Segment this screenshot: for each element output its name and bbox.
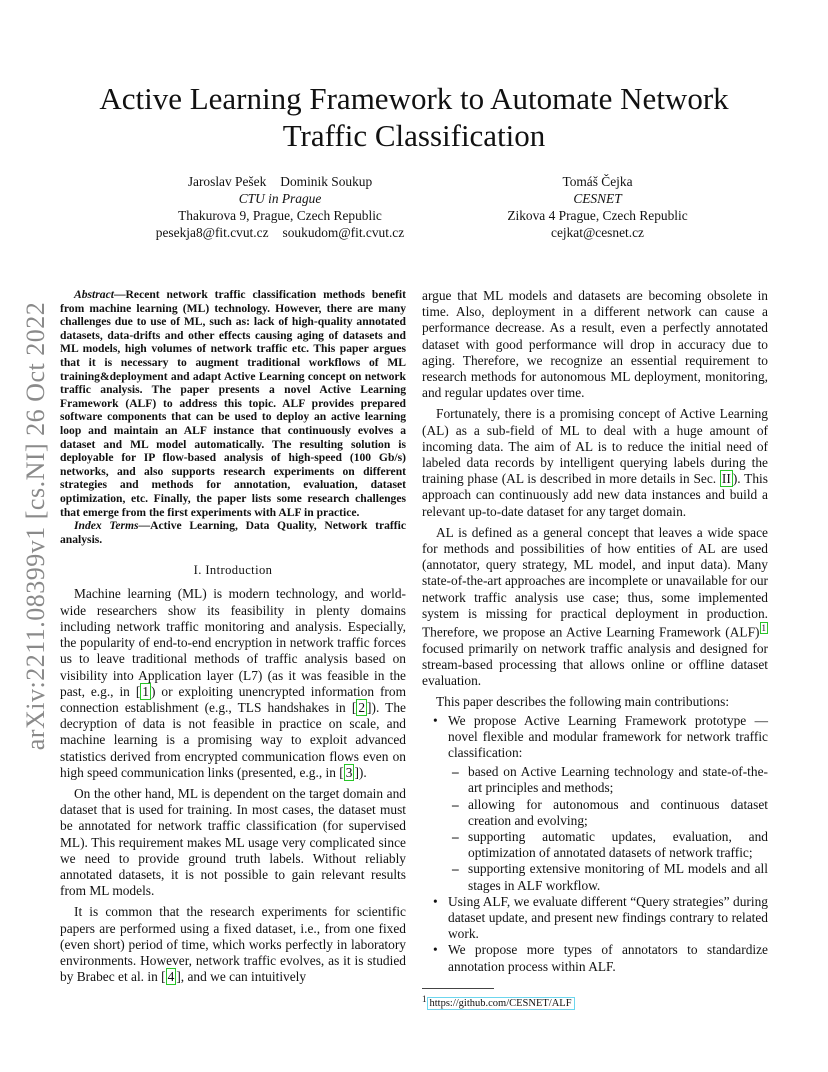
list-item: • We propose more types of annotators to standardize annotation process within ALF. bbox=[448, 942, 768, 974]
text-run: AL is defined as a general concept that leaves a wide space for methods and possibilities of how entities of AL are used (annotator, query strategy, ML model, and input data). Many state-of-the-art approaches are incomplete or unavailable for our network traffic analysis use case; thus, some implemented system is missing for practical deployment in production. Therefore, we propose an Active Learning Framework (ALF) bbox=[422, 524, 768, 640]
contributions-list bbox=[422, 713, 768, 975]
footnote-url-link[interactable]: https://github.com/CESNET/ALF bbox=[427, 997, 575, 1010]
sub-list-item: – based on Active Learning technology and state-of-the-art principles and methods; bbox=[468, 764, 768, 796]
sub-list-item: – supporting automatic updates, evaluation, and optimization of annotated datasets of network traffic; bbox=[468, 829, 768, 861]
section-heading: I. Introduction bbox=[193, 563, 273, 578]
citation-link[interactable]: 4 bbox=[167, 969, 175, 985]
author-names bbox=[130, 173, 430, 190]
citation-link[interactable]: 1 bbox=[142, 683, 149, 699]
citation-link[interactable]: 2 bbox=[358, 699, 366, 715]
index-terms-label: Index Terms bbox=[74, 519, 139, 533]
author-address: Thakurova 9, Prague, Czech Republic bbox=[178, 208, 382, 223]
author-emails bbox=[130, 224, 430, 241]
arxiv-stamp: arXiv:2211.08399v1 [cs.NI] 26 Oct 2022 bbox=[21, 301, 50, 751]
author-email[interactable]: cejkat@cesnet.cz bbox=[551, 225, 644, 240]
author-email[interactable]: soukudom@fit.cvut.cz bbox=[282, 225, 405, 240]
left-column bbox=[60, 288, 406, 985]
intro-paragraph-6: This paper describes the following main contributions: bbox=[436, 694, 730, 710]
index-terms bbox=[60, 519, 406, 546]
sub-list-item: – supporting extensive monitoring of ML models and all stages in ALF workflow. bbox=[468, 861, 768, 893]
right-column bbox=[422, 288, 768, 1010]
text-run: Machine learning (ML) is modern technology, and world-wide researchers show its feasibility in plenty domains including network traffic monitoring and analysis. Especially, the popularity of end-to-end encryption in network traffic forces us to leave traditional methods of traffic analysis based on visibility into Application layer (L7) (as it was feasible in the past, e.g., in bbox=[60, 586, 406, 699]
citation-link[interactable]: 3 bbox=[345, 764, 353, 780]
sub-list bbox=[448, 764, 768, 894]
intro-paragraph-4 bbox=[422, 406, 768, 519]
author-block-cesnet bbox=[470, 173, 725, 241]
section-ref-link[interactable]: II bbox=[721, 471, 731, 487]
author-affiliation: CESNET bbox=[573, 191, 622, 206]
text-run: focused primarily on network traffic analysis and designed for stream-based processing that allows online or offline dataset evaluation. bbox=[422, 640, 768, 689]
abstract-label: Abstract bbox=[74, 288, 114, 301]
text-run: Fortunately, there is a promising concept of Active Learning (AL) as a sub-field of ML to deal with a huge amount of incoming data. The aim of AL is to reduce the initial need of labeled data records by intelligent querying labels during the training phase (AL is described in more details in Sec. bbox=[422, 406, 768, 487]
list-item: • Using ALF, we evaluate different “Query strategies” during dataset update, and present new findings contrary to related work. bbox=[448, 894, 768, 943]
text-run: ). The decryption of data is not feasible in practice on scale, and machine learning is a promising way to exploit advanced statistics derived from encrypted communication flows even on high speed communication links (presented, e.g., in bbox=[60, 699, 406, 780]
text-run: ). bbox=[358, 764, 367, 780]
text-run: It is common that the research experiments for scientific papers are performed using a fixed dataset, i.e., from one fixed (even short) period of time, which works perfectly in laboratory environments. However, network traffic evolves, as it is studied by Brabec et al. in bbox=[60, 904, 406, 985]
abstract-text: —Recent network traffic classification methods benefit from machine learning (ML) technology. However, there are many challenges due to use of ML, such as: lack of high-quality annotated datasets, data-drifts and other effects causing aging of datasets and ML models, high volumes of network traffic etc. This paper argues that it is necessary to augment traditional workflows of ML training&deployment and adapt Active Learning concept on network traffic analysis. The paper presents a novel Active Learning Framework (ALF) to address this topic. ALF provides prepared software components that can be used to deploy an active learning loop and maintain an ALF instance that continuously evolves a dataset and ML model automatically. The resulting solution is deployable for IP flow-based analysis of high-speed (100 Gb/s) networks, and also supports research experiments on different strategies and methods for annotation, evaluation, dataset optimization, etc. Finally, the paper lists some research challenges that emerge from the first experiments with ALF in practice. bbox=[60, 288, 406, 519]
paper-title: Active Learning Framework to Automate Network Traffic Classification bbox=[99, 81, 729, 153]
list-item bbox=[448, 713, 768, 894]
intro-paragraph-5 bbox=[422, 525, 768, 690]
author-name: Jaroslav Pešek bbox=[187, 174, 267, 189]
arxiv-sidebar bbox=[20, 296, 52, 756]
intro-paragraph-3-continued: argue that ML models and datasets are becoming obsolete in time. Also, deployment in a different network can cause a performance decrease. As a result, even a perfectly annotated dataset with good performance will drop in accuracy due to aging. Therefore, we recognize an essential requirement to research methods for autonomous ML deployment, monitoring, and regular updates over time. bbox=[422, 288, 768, 401]
abstract bbox=[60, 288, 406, 519]
author-address: Zikova 4 Prague, Czech Republic bbox=[507, 208, 688, 223]
list-item-text: We propose Active Learning Framework prototype — novel flexible and modular framework for network traffic classification: bbox=[448, 712, 768, 760]
text-run: ). This approach can continuously add new data instances and build a relevant up-to-date dataset for any target domain. bbox=[422, 471, 768, 519]
index-terms-text: —Active Learning, Data Quality, Network traffic analysis. bbox=[60, 519, 406, 546]
author-block-ctu bbox=[130, 173, 430, 241]
intro-paragraph-2: On the other hand, ML is dependent on the target domain and dataset that is used for training. In most cases, the dataset must be annotated for network traffic classification (for supervised ML). This requirement makes ML usage very complicated since we need to provide ground truth labels. Without reliably annotated datasets, it is not possible to gain relevant results from ML models. bbox=[60, 785, 406, 899]
author-email[interactable]: pesekja8@fit.cvut.cz bbox=[155, 225, 269, 240]
intro-paragraph-3: It is common that the research experiments for scientific papers are performed using a fixed dataset, i.e., from one fixed (even short) period of time, which works perfectly in laboratory environments. However, network traffic evolves, as it is studied by Brabec et al. in [ 4 ], and we can intuitively bbox=[60, 904, 406, 985]
author-name: Dominik Soukup bbox=[280, 174, 373, 189]
text-run: ) or exploiting unencrypted information from connection establishment (e.g., TLS handshakes in bbox=[60, 683, 406, 715]
sub-list-item: – allowing for autonomous and continuous dataset creation and evolving; bbox=[468, 797, 768, 829]
text-run: , and we can intuitively bbox=[180, 969, 307, 985]
footnote-number: 1 bbox=[422, 993, 427, 1004]
footnote-marker[interactable]: 1 bbox=[761, 623, 766, 634]
author-affiliation: CTU in Prague bbox=[238, 191, 322, 206]
footnote bbox=[422, 993, 768, 1011]
footnote-divider bbox=[422, 988, 494, 989]
intro-paragraph-1: Machine learning (ML) is modern technology, and world-wide researchers show its feasibility in plenty domains including network traffic monitoring and analysis. Especially, the popularity of end-to-end encryption in network traffic forces us to leave traditional methods of traffic analysis based on visibility into Application layer (L7) (as it was feasible in the past, e.g., in [ 1 ) or exploiting unencrypted information from connection establishment (e.g., TLS handshakes in [ 2 ]). The decryption of data is not feasible in practice on scale, and machine learning is a promising way to exploit advanced statistics derived from encrypted communication flows even on high speed communication links (presented, e.g., in [ 3 ]). bbox=[60, 586, 406, 780]
author-name: Tomáš Čejka bbox=[562, 174, 633, 189]
